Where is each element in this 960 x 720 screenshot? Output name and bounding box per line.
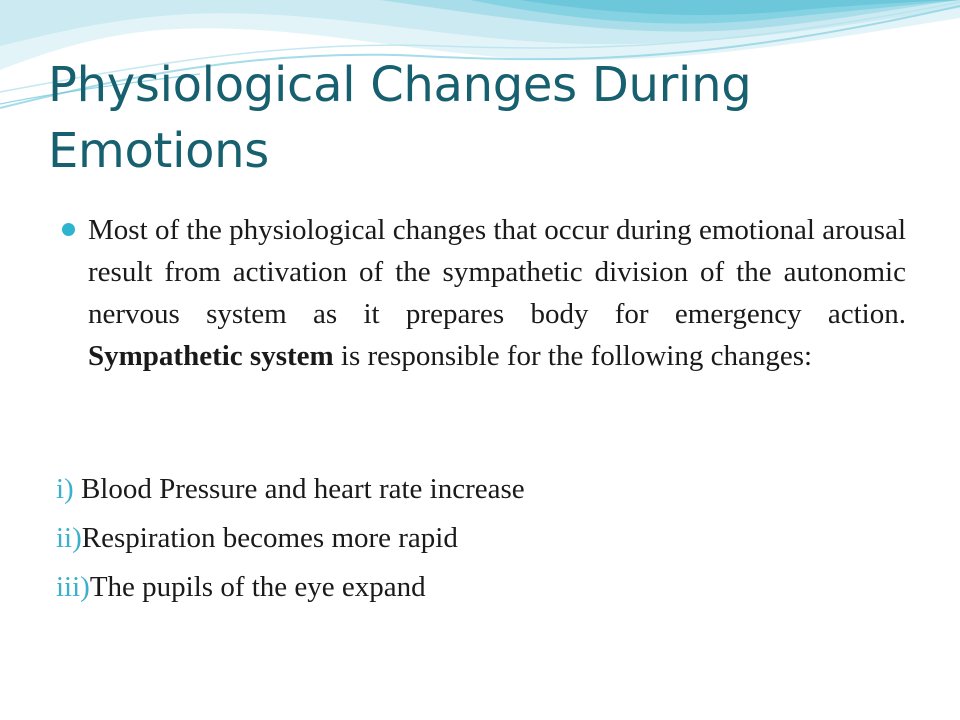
- list-item: [56, 518, 916, 558]
- list-item-text: The pupils of the eye expand: [89, 571, 426, 603]
- list-item-marker: i): [56, 473, 81, 505]
- list-item: [56, 469, 916, 509]
- bullet-text-tail: is responsible for the following changes:: [333, 340, 813, 372]
- list-item: [56, 567, 916, 607]
- list-item-marker: iii): [56, 571, 90, 603]
- list-item-text: Blood Pressure and heart rate increase: [80, 473, 525, 505]
- list-item-text: Respiration becomes more rapid: [81, 522, 458, 554]
- slide-title: Physiological Changes During Emotions: [48, 57, 752, 179]
- bullet-dot-icon: [62, 223, 75, 236]
- list-item-marker: ii): [56, 522, 82, 554]
- bullet-text-intro: Most of the physiological changes that occur during emotional arousal result from activation of the sympathetic division of the autonomic nervous system as it prepares body for emergency action.: [88, 214, 906, 330]
- bullet-text: [88, 209, 906, 377]
- bullet-point: [56, 209, 906, 377]
- bullet-text-bold: Sympathetic system: [88, 340, 334, 372]
